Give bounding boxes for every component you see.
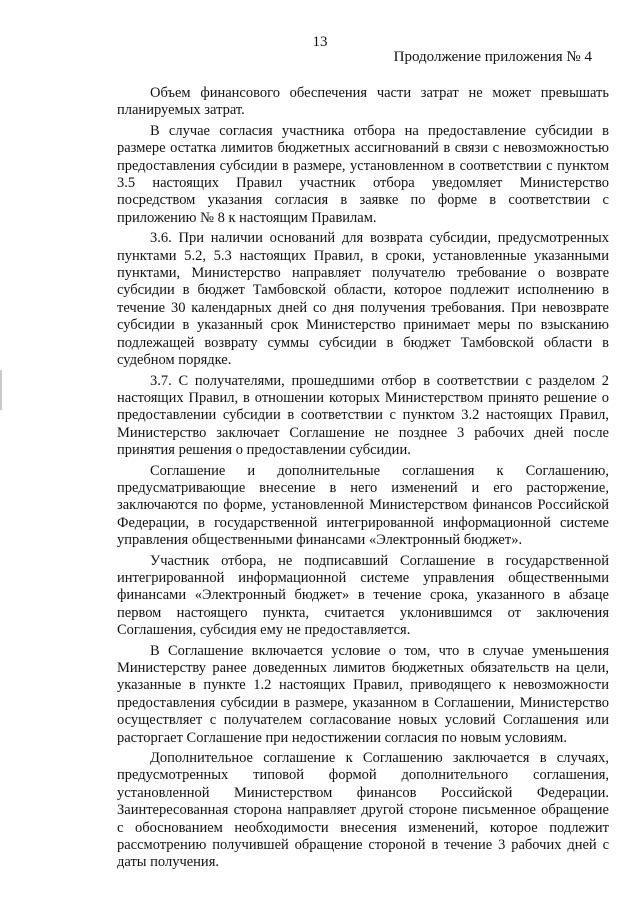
paragraph-3-6: 3.6. При наличии оснований для возврата субсидии, предусмотренных пунктами 5.2, 5.3 настоящих Правил, в сроки, установленные указанными пунктами, Министерство направляет получателю требование о возврате субсидии в бюджет Тамбовской области, которое подлежит исполнению в течение 30 календарных дней со дня получения требования. При невозврате субсидии в указанный срок Министерство принимает меры по взысканию подлежащей возврату суммы субсидии в бюджет Тамбовской области в судебном порядке.: [117, 230, 609, 369]
scan-edge-mark: [0, 370, 2, 410]
paragraph-unsigned-agreement: Участник отбора, не подписавший Соглашение в государственной интегрированной информационной системе управления общественными финансами «Электронный бюджет» в течение срока, указанного в абзаце первом настоящего пункта, считается уклонившимся от заключения Соглашения, субсидия ему не предоставляется.: [117, 552, 609, 639]
paragraph-funding-limit: Объем финансового обеспечения части затрат не может превышать планируемых затрат.: [117, 85, 609, 119]
paragraph-additional-agreement: Дополнительное соглашение к Соглашению заключается в случаях, предусмотренных типовой формой дополнительного соглашения, установленной Министерством финансов Российской Федерации. Заинтересованная сторона направляет другой стороне письменное обращение с обоснованием необходимости внесения изменений, которое подлежит рассмотрению получившей обращение стороной в течение 3 рабочих дней с даты получения.: [117, 750, 609, 871]
paragraph-limit-reduction: В Соглашение включается условие о том, что в случае уменьшения Министерству ранее доведенных лимитов бюджетных обязательств на цели, указанные в пункте 1.2 настоящих Правил, приводящего к невозможности предоставления субсидии в размере, указанном в Соглашении, Министерство осуществляет с получателем согласование новых условий Соглашения или расторгает Соглашение при недостижении согласия по новым условиям.: [117, 642, 609, 746]
document-body: [117, 85, 609, 873]
paragraph-consent: В случае согласия участника отбора на предоставление субсидии в размере остатка лимитов бюджетных ассигнований в связи с невозможностью предоставления субсидии в размере, установленном в соответствии с пунктом 3.5 настоящих Правил участник отбора уведомляет Министерство посредством указания согласия в заявке по форме в соответствии с приложению № 8 к настоящим Правилам.: [117, 122, 609, 226]
page-number: 13: [312, 34, 328, 50]
paragraph-3-7: 3.7. С получателями, прошедшими отбор в соответствии с разделом 2 настоящих Правил, в отношении которых Министерством принято решение о предоставлении субсидии в соответствии с пунктом 3.2 настоящих Правил, Министерство заключает Соглашение не позднее 3 рабочих дней после принятия решения о предоставлении субсидии.: [117, 372, 609, 459]
appendix-note: Продолжение приложения № 4: [393, 49, 592, 65]
paragraph-agreement-form: Соглашение и дополнительные соглашения к Соглашению, предусматривающие внесение в него изменений и его расторжение, заключаются по форме, установленной Министерством финансов Российской Федерации, в государственной интегрированной информационной системе управления общественными финансами «Электронный бюджет».: [117, 462, 609, 549]
